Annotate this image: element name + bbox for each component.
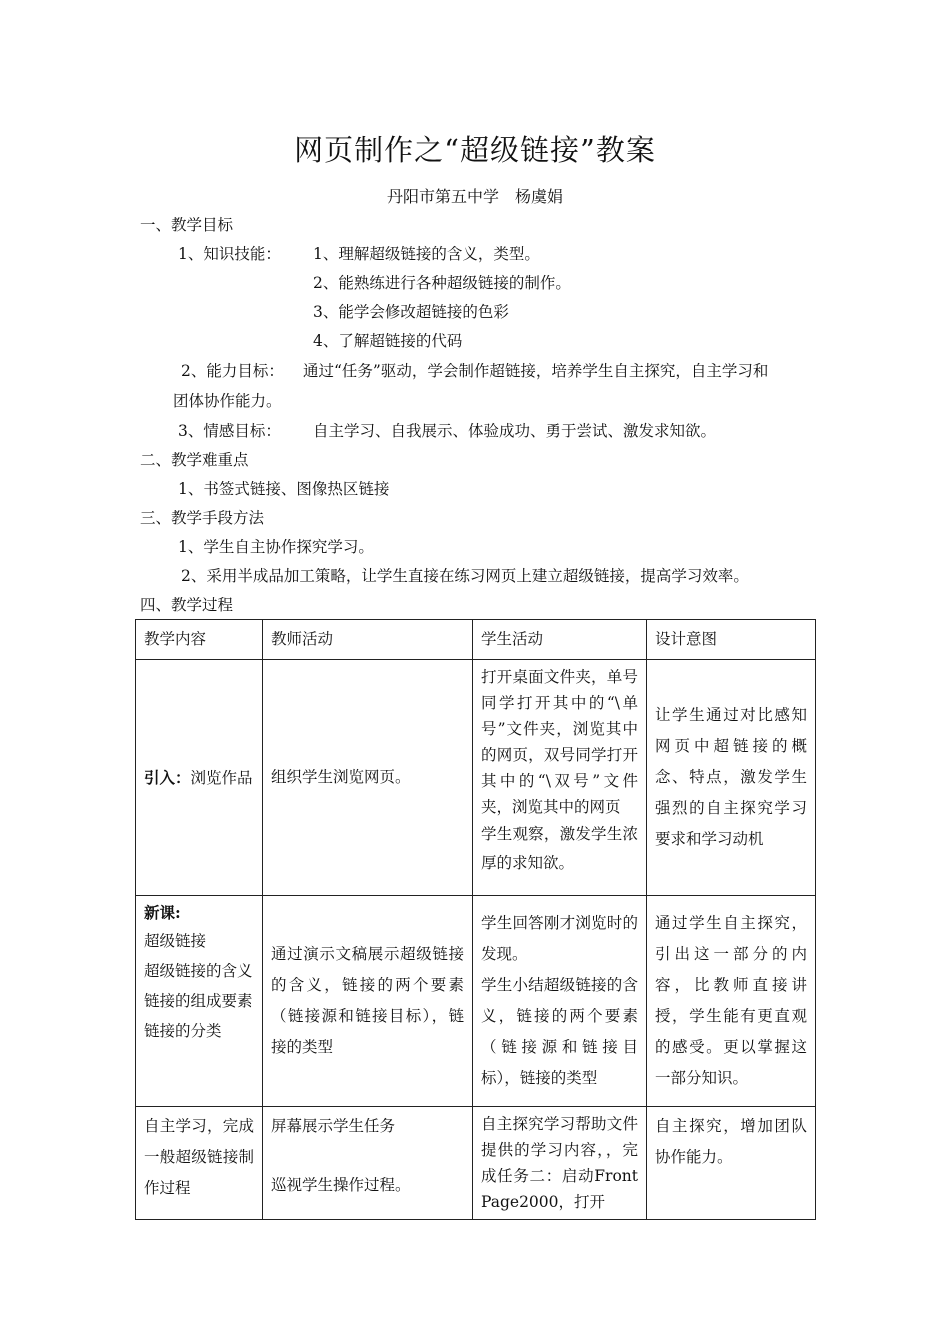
key-point-item-1: 1、书签式链接、图像热区链接 xyxy=(178,480,390,498)
knowledge-item-1: 1、理解超级链接的含义，类型。 xyxy=(313,245,540,263)
method-item-1: 1、学生自主协作探究学习。 xyxy=(178,538,374,556)
table-row xyxy=(136,660,816,896)
row2-intent-cell: 通过学生自主探究，引出这一部分的内容，比教师直接讲授，学生能有更直观的感受。更以掌握这一部分知识。 xyxy=(647,896,816,1107)
header-cell-content: 教学内容 xyxy=(136,620,263,660)
knowledge-item-3: 3、能学会修改超链接的色彩 xyxy=(313,303,509,321)
table-header-row xyxy=(136,620,816,660)
row2-content-item-3: 链接的组成要素 xyxy=(144,992,253,1010)
row2-teacher-cell: 通过演示文稿展示超级链接的含义，链接的两个要素（链接源和链接目标），链接的类型 xyxy=(263,896,473,1107)
knowledge-item-4: 4、了解超链接的代码 xyxy=(313,332,463,350)
row1-intent-cell: 让学生通过对比感知网页中超链接的概念、特点，激发学生强烈的自主探究学习要求和学习动机 xyxy=(647,660,816,896)
row2-content-item-2: 超级链接的含义 xyxy=(144,962,253,980)
section-heading-key-points: 二、教学难重点 xyxy=(140,451,249,469)
row3-teacher-spacer xyxy=(271,1142,464,1170)
document-title: 网页制作之“超级链接”教案 xyxy=(294,133,656,167)
section-heading-goals: 一、教学目标 xyxy=(140,216,234,234)
section-heading-process: 四、教学过程 xyxy=(140,596,234,614)
row2-student-text-a: 学生回答刚才浏览时的发现。 xyxy=(481,914,638,963)
row2-student-text-b: 学生小结超级链接的含义，链接的两个要素（链接源和链接目标），链接的类型 xyxy=(481,976,638,1087)
lesson-process-table xyxy=(135,619,816,1220)
method-item-2: 2、采用半成品加工策略，让学生直接在练习网页上建立超级链接，提高学习效率。 xyxy=(181,567,749,585)
header-cell-teacher: 教师活动 xyxy=(263,620,473,660)
row3-student-text: 自主探究学习帮助文件提供的学习内容，，完成任务二：启动FrontPage2000，打开 xyxy=(481,1115,638,1211)
row1-student-text-a: 打开桌面文件夹，单号同学打开其中的“\单号”文件夹，浏览其中的网页，双号同学打开其中的“\双号”文件夹，浏览其中的网页 xyxy=(481,668,638,816)
knowledge-skill-label: 1、知识技能： xyxy=(178,245,281,263)
row3-student-cell xyxy=(473,1107,647,1220)
row1-content-bold: 引入： xyxy=(144,767,191,787)
row1-content-cell xyxy=(136,660,263,896)
author-line: 丹阳市第五中学 杨虞娟 xyxy=(386,187,563,206)
table-row xyxy=(136,1107,816,1220)
row2-student-cell xyxy=(473,896,647,1107)
section-heading-methods: 三、教学手段方法 xyxy=(140,509,265,527)
knowledge-item-2: 2、能熟练进行各种超级链接的制作。 xyxy=(313,274,571,292)
header-cell-intent: 设计意图 xyxy=(647,620,816,660)
ability-goal-text-line2: 团体协作能力。 xyxy=(173,392,282,410)
row1-student-text-b: 学生观察，激发学生浓厚的求知欲。 xyxy=(481,825,638,872)
row2-content-title: 新课: xyxy=(144,903,181,922)
ability-goal-text-line1: 通过“任务”驱动，学会制作超链接，培养学生自主探究，自主学习和 xyxy=(303,362,769,380)
row1-content-text: 浏览作品 xyxy=(190,768,253,787)
table-row xyxy=(136,896,816,1107)
row3-teacher-text-b: 巡视学生操作过程。 xyxy=(271,1176,411,1194)
emotion-goal-text: 自主学习、自我展示、体验成功、勇于尝试、激发求知欲。 xyxy=(313,422,717,440)
row1-student-cell xyxy=(473,660,647,896)
row3-intent-cell: 自主探究，增加团队协作能力。 xyxy=(647,1107,816,1220)
row3-content-cell: 自主学习，完成一般超级链接制作过程 xyxy=(136,1107,263,1220)
row3-teacher-text-a: 屏幕展示学生任务 xyxy=(271,1117,396,1135)
row3-teacher-cell xyxy=(263,1107,473,1220)
row1-teacher-cell: 组织学生浏览网页。 xyxy=(263,660,473,896)
emotion-goal-label: 3、情感目标： xyxy=(178,422,281,440)
header-cell-student: 学生活动 xyxy=(473,620,647,660)
row2-content-cell xyxy=(136,896,263,1107)
ability-goal-label: 2、能力目标： xyxy=(181,362,284,380)
row2-content-item-4: 链接的分类 xyxy=(144,1022,222,1040)
row2-content-item-1: 超级链接 xyxy=(144,932,207,950)
